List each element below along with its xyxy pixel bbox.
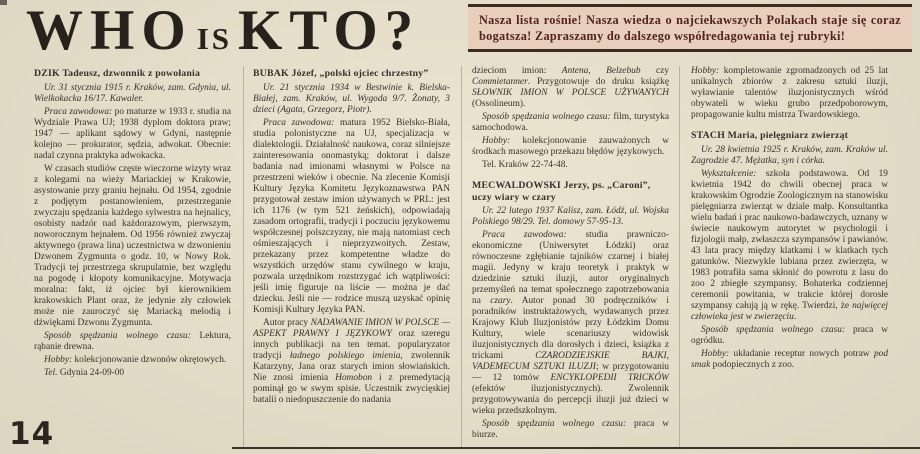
italic-text: Commietanner	[472, 77, 528, 87]
body-text: W czasach studiów częste wieczorne wizyty wraz z kolegami na wieży Mariackiej w Krakowie, asystowanie przy graniu hejnału. Od 1954, zgodnie z podjętym postanowieniem, przestrzeganie zwyczaju spędzania każdego sylwestra na hejnalicy, osobisty nadzór nad każdorazowym, pierwszym, noworocznym hejnałem. Od 1956 również zwyczaj aktywnego (prawa lina) uczestnictwa w dzwonieniu Dzwonem Zygmunta o godz. 10, w Nowy Rok. Tradycji tej przestrzega skrupulatnie, bez względu na pogodę i kłopoty komunikacyjne. Motywacja moralna: fakt, iż ojciec był kierownikiem krakowskich Plant oraz, że jedynie zły człowiek może nie zauroczyć się Mariacką melodią i dźwiękami Dzwonu Zygmunta.	[34, 163, 231, 328]
entry-heading: BUBAK Józef, „polski ojciec chrzestny”	[253, 68, 429, 79]
paragraph	[34, 331, 231, 353]
body-text: i z premedytacją pominął go w swym spisie. Uczestnik zwycięskiej batalii o niedopuszczenie do nadania	[253, 372, 450, 405]
body-text: , zwolennik Katarzyny, Jana oraz starych imion słowiańskich. Nie znosi imienia	[253, 350, 450, 383]
paragraph	[253, 318, 450, 406]
text-column-4	[691, 66, 888, 448]
body-text: (efektów iluzjonistycznych). Zwolennik przygotowywania do percepcji iluzji już dzieci w wieku przedszkolnym.	[472, 384, 669, 416]
italic-text: Hobby:	[44, 354, 73, 365]
body-text: .	[793, 311, 797, 322]
body-text: czy	[640, 66, 669, 76]
body-text: . Przygotowuje do druku książkę	[527, 77, 669, 87]
body-text: kolekcjonowanie zauważonych w środkach masowego przekazu błędów językowych.	[472, 136, 669, 157]
italic-text: Hobby:	[701, 348, 730, 359]
body-text: Tel. Kraków 22-74-48.	[482, 160, 568, 170]
italic-text: Praca zawodowa:	[44, 106, 113, 117]
text-column-1	[34, 66, 231, 448]
intro-banner-text: Nasza lista rośnie! Nasza wiedza o najciekawszych Polakach staje się coraz bogatsza! Zapraszamy do dalszego współredagowania tej rubryki!	[479, 13, 901, 43]
italic-text: SŁOWNIK IMION W POLSCE UŻYWANYCH	[472, 88, 669, 98]
italic-text: Hobby:	[691, 66, 720, 76]
article-columns	[34, 66, 890, 448]
paragraph	[34, 107, 231, 162]
italic-text: Ur. 28 kwietnia 1925 r. Kraków, zam. Kraków ul. Zagrodzie 47. Mężatka, syn i córka.	[691, 144, 888, 166]
body-text: praca w ogródku.	[691, 324, 888, 346]
entry-heading: DZIK Tadeusz, dzwonnik z powołania	[34, 68, 201, 79]
body-text: praca w biurze.	[472, 419, 669, 440]
body-text: film, turystyka samochodowa.	[472, 112, 669, 133]
body-text: Lektura, rąbanie drewna.	[34, 330, 231, 352]
body-text: Autor pracy	[263, 317, 311, 328]
italic-text: Sposób spędzania wolnego czasu:	[482, 419, 627, 429]
title-word-kto: KTO?	[238, 0, 421, 62]
italic-text: Sposób spędzania wolnego czasu:	[44, 330, 191, 341]
italic-text: Ur. 21 stycznia 1934 w Bestwinie k. Bielska-Białej, zam. Kraków, ul. Wygoda 9/7. Żonaty, 3 dzieci (Agata, Grzegorz, Piotr).	[253, 82, 450, 115]
paragraph	[34, 368, 231, 379]
italic-text: Praca zawodowa:	[263, 117, 335, 128]
paragraph	[34, 355, 231, 366]
italic-text: NADAWANIE IMION W POLSCE — ASPEKT PRAWNY I JĘZYKOWY	[253, 317, 450, 339]
body-text: Gdynia 24-09-00	[57, 367, 125, 378]
body-text: . Autor ponad 30 podręczników i poradników instruktażowych, wydawanych przez Krajowy Klub Iluzjonistów przy Łódzkim Domu Kultury, wiele scenariuszy widowisk iluzjonistycznych dla dorosłych i dzieci, książka z trickami	[472, 296, 669, 361]
paragraph	[472, 419, 669, 441]
paragraph	[34, 164, 231, 329]
paragraph	[691, 145, 888, 167]
italic-text: czary	[490, 296, 511, 306]
scan-artifact	[0, 0, 7, 5]
intro-banner	[468, 4, 912, 52]
italic-text: pod smak	[691, 348, 888, 370]
paragraph	[691, 325, 888, 347]
paragraph	[691, 169, 888, 323]
body-text: dzieciom imion:	[472, 66, 562, 76]
text-column-3	[472, 66, 669, 448]
italic-text: ładnego polskiego imienia	[289, 350, 401, 361]
italic-text: Hobby:	[482, 136, 511, 146]
paragraph	[472, 136, 669, 158]
column-separator	[461, 66, 462, 448]
italic-text: Ur. 22 lutego 1937 Kalisz, zam. Łódź, ul. Wojska Polskiego 98/29. Tel. domowy 57-95-13.	[472, 206, 669, 227]
italic-text: Tel.	[44, 367, 58, 378]
paragraph	[472, 66, 669, 110]
body-text: układanie receptur nowych potraw	[729, 348, 874, 359]
italic-text: najwięcej człowieka jest w zwierzęciu	[691, 300, 888, 322]
page-number: 14	[9, 416, 55, 452]
paragraph	[253, 83, 450, 116]
paragraph	[472, 206, 669, 228]
italic-text: Antena, Belzebub	[561, 66, 641, 76]
body-text: kompletowanie zgromadzonych od 25 lat unikalnych zbiorów z zakresu sztuki iluzji, wyławianie talentów iluzjonistycznych wśród obywateli w wieku grubo przedpoborowym, propagowanie kultu mistrza Twardowskiego.	[691, 66, 888, 120]
italic-text: Wykształcenie:	[701, 168, 757, 179]
body-text: (Ossolineum).	[472, 99, 526, 109]
italic-text: Sposób spędzania wolnego czasu:	[482, 112, 611, 122]
column-separator	[243, 66, 244, 448]
italic-text: Sposób spędzania wolnego czasu:	[701, 324, 846, 335]
body-text: matura 1952 Bielsko-Biała, studia polonistyczne na UJ, specjalizacja w dialektologii. Działalność naukowa, coraz silniejsze zainteresowania onomastyką; doktorat i dalsze badania nad imionami własnymi w Polsce na przestrzeni wieków i obecnie. Na zlecenie Komisji Kultury Języka Komitetu Językoznawstwa PAN przygotował zestaw imion używanych w PRL: jest ich 1176 (w tym 521 żeńskich), odpowiadają zasadom ortografii, tradycji i poczuciu językowemu współczesnej polszczyzny, nie mają natomiast cech ośmieszających i nieprzyzwoitych. Zestaw, przekazany przez kompetentne władze do wszystkich urzędów stanu cywilnego w kraju, pozwala urzędnikom rozstrzygać ich wątpliwości: jeśli imię figuruje na liście — można je dać dziecku. Jeśli nie — rodzice muszą uzyskać opinię Komisji Kultury Języka PAN.	[253, 117, 450, 315]
title-word-who: WHO	[26, 0, 193, 62]
paragraph	[472, 112, 669, 134]
bottom-rule	[232, 447, 920, 449]
italic-text: Ur. 31 stycznia 1915 r. Kraków, zam. Gdynia, ul. Wielkokacka 16/17. Kawaler.	[34, 82, 231, 104]
italic-text: Praca zawodowa:	[482, 230, 567, 240]
entry-heading: STACH Maria, pielęgniarz zwierząt	[691, 130, 849, 141]
body-text: studia prawniczo-ekonomiczne (Uniwersytet Łódzki) oraz równoczesne zgłębianie tajników czarnej i białej magii. Jedyny w kraju teoretyk i praktyk w dziedzinie sztuki iluzji, autor oryginalnych przemyśleń na temat społecznego zapotrzebowania na	[472, 230, 669, 306]
page-title	[26, 0, 466, 62]
body-text: szkoła podstawowa. Od 19 kwietnia 1942 do chwili obecnej praca w krakowskim Ogrodzie Zoologicznym na stanowisku pielęgniarza zwierząt w dziale małp. Konsultantka wielu badań i prac naukowo-badawczych, uznany w świecie naukowym autorytet w psychologii i fizjologii małp, zwłaszcza szympansów i pawianów. 43 lata pracy między klatkami i w klatkach tych gatunków. Niezwykle lubiana przez zwierzęta, w 1983 potrafiła sama skłonić do powrotu z lasu do zoo 2 zbiegłe szympansy. Bohaterka codziennej ceremonii powitania, w trakcie której dorosłe szympansy całują ją w rękę. Twierdzi, że	[691, 168, 888, 311]
italic-text: Homobon	[335, 372, 373, 383]
italic-text: ENCYKLOPEDII TRICKÓW	[550, 373, 669, 383]
paragraph	[472, 230, 669, 417]
body-text: po maturze w 1933 r. studia na Wydziale Prawa UJ; 1938 dyplom doktora praw; 1947 — aplikant sądowy w Gdyni, następnie kolejno — prokurator, sędzia, adwokat. Obecnie: nadal czynna praktyka adwokacka.	[34, 106, 231, 161]
column-separator	[679, 66, 680, 448]
paragraph	[472, 160, 669, 171]
body-text: kolekcjonowanie dzwonów okrętowych.	[72, 354, 227, 365]
text-column-2	[253, 66, 450, 448]
body-text: ; w przygotowaniu — 12 tomów	[472, 362, 669, 383]
paragraph	[691, 349, 888, 371]
paragraph	[253, 118, 450, 316]
paragraph	[34, 83, 231, 105]
body-text: oraz szeregu innych publikacji na ten temat. popularyzator tradycji	[253, 328, 450, 361]
paragraph	[691, 66, 888, 121]
italic-text: CZARODZIEJSKIE BAJKI, VADEMECUM SZTUKI ILUZJI	[472, 351, 669, 372]
title-word-is: IS	[196, 21, 232, 56]
body-text: podopiecznych z zoo.	[710, 359, 795, 370]
entry-heading: MECWALDOWSKI Jerzy, ps. „Caroni”, uczy wiary w czary	[472, 180, 651, 203]
